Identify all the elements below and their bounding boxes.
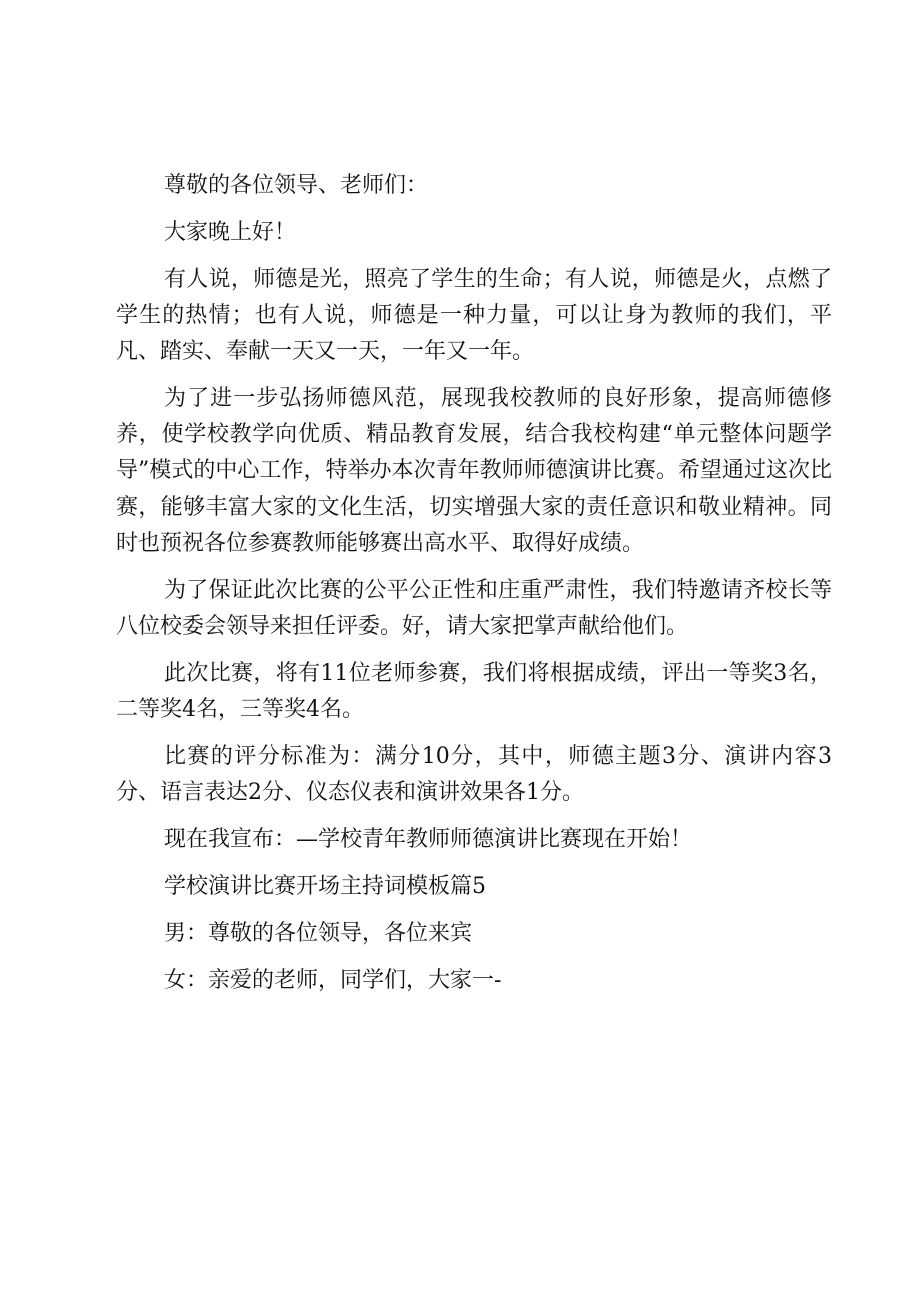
paragraph-judges: 为了保证此次比赛的公平公正性和庄重严肃性，我们特邀请齐校长等八位校委会领导来担任评委。好，请大家把掌声献给他们。 [116, 577, 832, 639]
paragraph-male-host: 男：尊敬的各位领导，各位来宾 [164, 920, 473, 946]
paragraph-salutation: 尊敬的各位领导、老师们： [164, 173, 429, 198]
paragraph-female-host: 女：亲爱的老师，同学们，大家一- [164, 967, 502, 993]
paragraph-purpose: 为了进一步弘扬师德风范，展现我校教师的良好形象，提高师德修养，使学校教学向优质、精品教育发展，结合我校构建“单元整体问题学导”模式的中心工作，特举办本次青年教师师德演讲比赛。希望通过这次比赛，能够丰富大家的文化生活，切实增强大家的责任意识和敬业精神。同时也预祝各位参赛教师能够赛出高水平、取得好成绩。 [116, 386, 832, 556]
document-body [116, 168, 832, 999]
paragraph-announcement: 现在我宣布：—学校青年教师师德演讲比赛现在开始！ [164, 827, 693, 853]
paragraph-greeting: 大家晚上好！ [164, 219, 297, 245]
paragraph-scoring: 比赛的评分标准为：满分10分，其中，师德主题3分、演讲内容3分、语言表达2分、仪态仪表和演讲效果各1分。 [116, 743, 832, 806]
section-heading: 学校演讲比赛开场主持词模板篇5 [164, 873, 486, 899]
paragraph-awards: 此次比赛，将有11位老师参赛，我们将根据成绩，评出一等奖3名，二等奖4名，三等奖4名。 [116, 660, 832, 723]
paragraph-intro: 有人说，师德是光，照亮了学生的生命；有人说，师德是火，点燃了学生的热情；也有人说，师德是一种力量，可以让身为教师的我们，平凡、踏实、奉献一天又一天，一年又一年。 [116, 266, 832, 365]
